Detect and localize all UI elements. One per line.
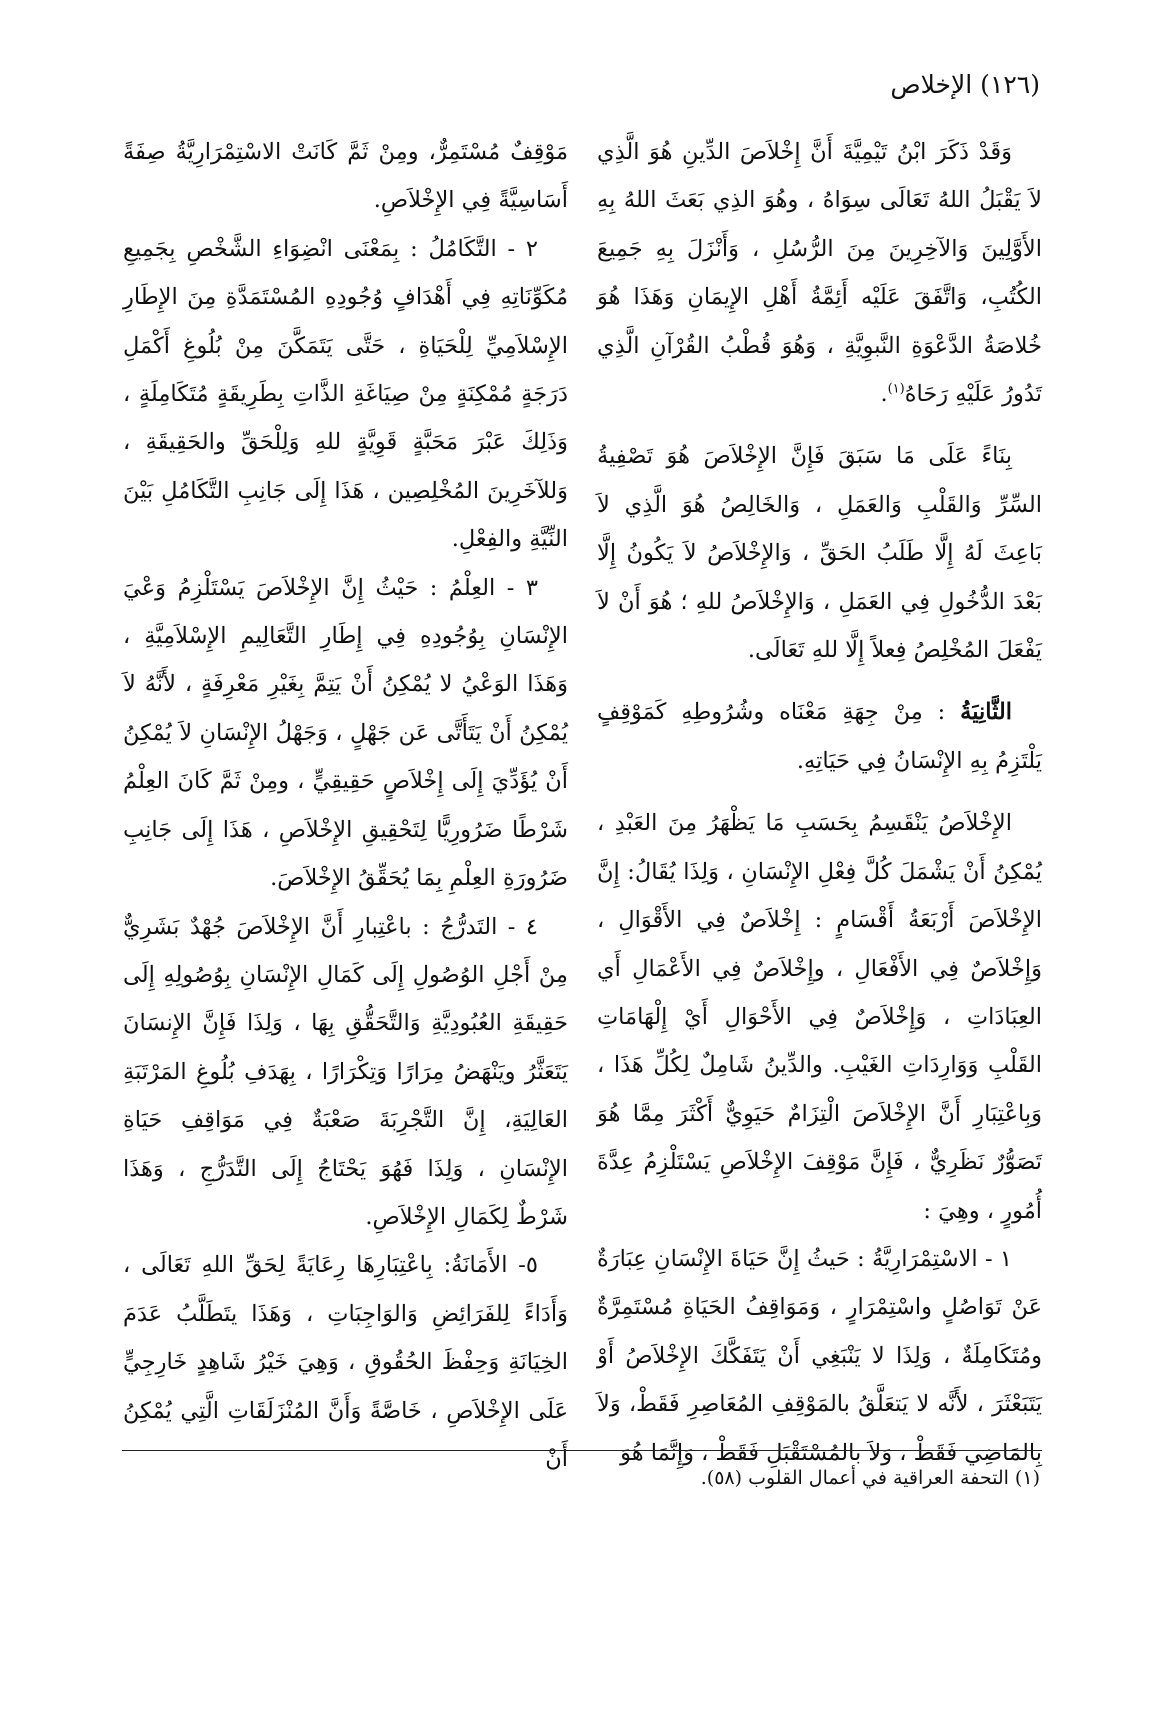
section-lead: الثَّانِيَةُ (960, 699, 1012, 726)
footnote-divider (122, 1450, 1042, 1451)
footnote-marker: (١) (887, 381, 905, 397)
paragraph: ٤ - التَدرُّجُ : باعْتِبارِ أَنَّ الإِخْلاَصَ جُهْدٌ بَشَرِيٌّ مِنْ أَجْلِ الوُصُولِ إِلَى كَمَالِ الإِنْسَانِ بِوُصُولِهِ إِلَى حَقِيقَةِ العُبُودِيَّةِ وَالتَّحَقُّقِ بِهَا ، وَلِذَا فَإِنَّ الإِنسَانَ يَتَعَثَّرُ ويَنْهَضُ مِرَارًا وَتِكْرَارًا ، بِهَدَفِ بُلُوغِ المَرْتَبَةِ العَالِيَةِ، إِنَّ التَّجْرِبَةَ صَعْبَةٌ فِي مَوَاقِفِ حَيَاةِ الإِنْسَانِ ، وَلِذَا فَهُوَ يَحْتَاجُ إِلَى التَّدَرُّجِ ، وَهَذَا شَرْطٌ لِكَمَالِ الإِخْلاَصِ. (123, 913, 568, 1230)
running-title: الإخلاص (890, 70, 973, 99)
paragraph: وَقَدْ ذَكَرَ ابْنُ تَيْمِيَّةَ أَنَّ إِخْلاَصَ الدِّينِ هُوَ الَّذِي لاَ يَقْبَلُ اللهُ تَعَالَى سِوَاهُ ، وهُوَ الذِي بَعَثَ اللهُ بِهِ الأَوَّلِينَ وَالآخِرِينَ مِنَ الرُّسُلِ ، وَأَنْزَلَ بِهِ جَمِيعَ الكُتُبِ، وَاتَّفَقَ عَلَيْه أَئِمَّةُ أَهْلِ الإِيمَانِ وَهَذَا هُوَ خُلاصَةُ الدَّعْوَةِ النَّبوِيَّةِ ، وَهُوَ قُطْبُ القُرْآنِ الَّذِي تَدُورُ عَلَيْهِ رَحَاهُ$^{(١)}$. (597, 139, 1042, 408)
page-number: (١٢٦) (980, 70, 1040, 99)
paragraph: ١ - الاسْتِمْرَارِيَّةُ : حَيثُ إِنَّ حَيَاةَ الإِنْسَانِ عِبَارَةٌ عَنْ تَوَاصُلٍ واسْتِمْرَارٍ ، وَمَوَاقِفُ الحَيَاةِ مُسْتَمِرَّةٌ ومُتَكَامِلَةٌ ، وَلِذَا لا يَنْبَغِي أَنْ يَتَفَكَّكَ الإِخْلاَصُ أَوْ يَتَبَعْثَرَ ، لأَنَّه لا يَتعَلَّقُ بالمَوْقِفِ المُعَاصِرِ فَقَطْ، وَلاَ بِالمَاضِي فَقَطْ ، وَلاَ بالمُسْتَقْبَلِ فَقَطْ ، وَإِنَّمَا هُوَ (597, 1245, 1042, 1466)
footnote: (١) التحفة العراقية في أعمال القلوب (٥٨). (700, 1467, 1040, 1489)
page-header (680, 62, 1040, 108)
paragraph: الإِخْلاَصُ يَنْقَسِمُ بِحَسَبِ مَا يَظْهَرُ مِنَ العَبْدِ ، يُمْكِنُ أَنْ يَشْمَلَ كُلَّ فِعْلِ الإِنْسَانِ ، وَلِذَا يُقَالُ: إِنَّ الإِخْلاَصَ أَرْبَعَةُ أَقْسَامٍ : إِخْلاَصٌ فِي الأَقْوَالِ ، وَإِخْلاَصٌ فِي الأَفْعَالِ ، وإِخْلاَصٌ فِي الأَعْمَالِ أَي العِبَادَاتِ ، وَإِخْلاَصٌ فِي الأَحْوَالِ أَيْ إِلْهَامَاتِ القَلْبِ وَوَارِدَاتِ الغَيْبِ. والدِّينُ شَامِلٌ لِكُلِّ هَذَا ، وَبِاعْتِبَارِ أَنَّ الإِخْلاَصَ الْتِزَامٌ حَيَوِيٌّ أَكْثَرَ مِمَّا هُوَ تَصَوُّرٌ نَظَرِيٌّ ، فَإِنَّ مَوْقِفَ الإِخْلاَصِ يَسْتَلْزِمُ عِدَّةَ أُمُورٍ ، وهِيَ : (597, 810, 1042, 1224)
paragraph: مَوْقِفٌ مُسْتَمِرٌّ، ومِنْ ثَمَّ كَانَتْ الاسْتِمْرَارِيَّةُ صِفَةً أَسَاسِيَّةً فِي الإِخْلاَصِ. (123, 139, 568, 214)
paragraph: ٥- الأَمَانَةُ: بِاعْتِبَارِهَا رِعَايَةً لِحَقِّ اللهِ تَعَالَى ، وَأَدَاءً لِلفَرَائِضِ وَالوَاجِبَاتِ ، وَهَذَا يتَطَلَّبُ عَدَمَ الخِيَانَةِ وَحِفْظَ الحُقُوقِ ، وَهِيَ خَيْرُ شَاهِدٍ خَارِجِيٍّ عَلَى الإِخْلاَصِ ، خَاصَّةً وَأَنَّ المُنْزَلَقَاتِ الَّتِي يُمْكِنُ أَنْ (123, 1252, 568, 1472)
paragraph: بِنَاءً عَلَى مَا سَبَقَ فَإِنَّ الإِخْلاَصَ هُوَ تَصْفِيةُ السِّرِّ وَالقَلْبِ وَالعَمَلِ ، وَالخَالِصُ هُوَ الَّذِي لاَ بَاعِثَ لَهُ إِلَّا طَلَبُ الحَقِّ ، وَالإِخْلاَصُ لاَ يَكُونُ إِلَّا بَعْدَ الدُّخُولِ فِي العَمَلِ ، وَالإِخْلاَصُ للهِ ؛ هُوَ أَنْ لاَ يَفْعَلَ المُخْلِصُ فِعلاً إِلَّا للهِ تَعَالَى. (597, 443, 1042, 664)
paragraph: ٣ - العِلْمُ : حَيْثُ إِنَّ الإِخْلاَصَ يَسْتَلْزِمُ وَعْيَ الإِنْسَانِ بِوُجُودِهِ فِي إِطَارِ التَّعَالِيمِ الإِسْلاَمِيَّةِ ، وَهَذَا الوَعْيُ لا يُمْكِنُ أَنْ يَتِمَّ بِغَيْرِ مَعْرِفَةٍ ، لأَنَّهُ لاَ يُمْكِنُ أَنْ يَتَأَتَّى عَن جَهْلٍ ، وَجَهْلُ الإِنْسَانِ لاَ يُمْكِنُ أَنْ يُؤَدِّيَ إِلَى إِخْلاَصٍ حَقِيقِيٍّ ، ومِنْ ثَمَّ كَانَ العِلْمُ شَرْطًا ضَرُورِيًّا لِتَحْقِيقِ الإِخْلاَصِ ، هَذَا إِلَى جَانِبِ ضَرُورَةِ العِلْمِ بِمَا يُحَقِّقُ الإِخْلاَصَ. (123, 574, 568, 892)
paragraph: ٢ - التَّكَامُلُ : بِمَعْنَى انْضِوَاءِ الشَّخْصِ بِجَمِيعِ مُكَوِّنَاتِهِ فِي أَهْدَافٍ وُجُودِهِ المُسْتَمَدَّةِ مِنَ الإِطَارِ الإِسْلاَمِيِّ لِلْحَيَاةِ ، حَتَّى يَتَمَكَّنَ مِنْ بُلُوغِ أَكْمَلِ دَرَجَةٍ مُمْكِنَةٍ مِنْ صِيَاغَةِ الذَّاتِ بِطَرِيقَةٍ مُتَكَامِلَةٍ ، وَذَلِكَ عَبْرَ مَحَبَّةٍ قَوِيَّةٍ للهِ وَلِلْحَقِّ والحَقِيقَةِ ، وَللآخَرِينَ المُخْلِصِين ، هَذَا إِلَى جَانِبِ التَّكَامُلِ بَيْنَ النِّيَّةِ والفِعْلِ. (123, 235, 568, 553)
paragraph: الثَّانِيَةُ : مِنْ جِهَةِ مَعْنَاه وشُرُوطِهِ كَمَوْقِفٍ يَلْتَزِمُ بِهِ الإِنْسَانُ فِي حَيَاتِهِ. (597, 699, 1042, 774)
